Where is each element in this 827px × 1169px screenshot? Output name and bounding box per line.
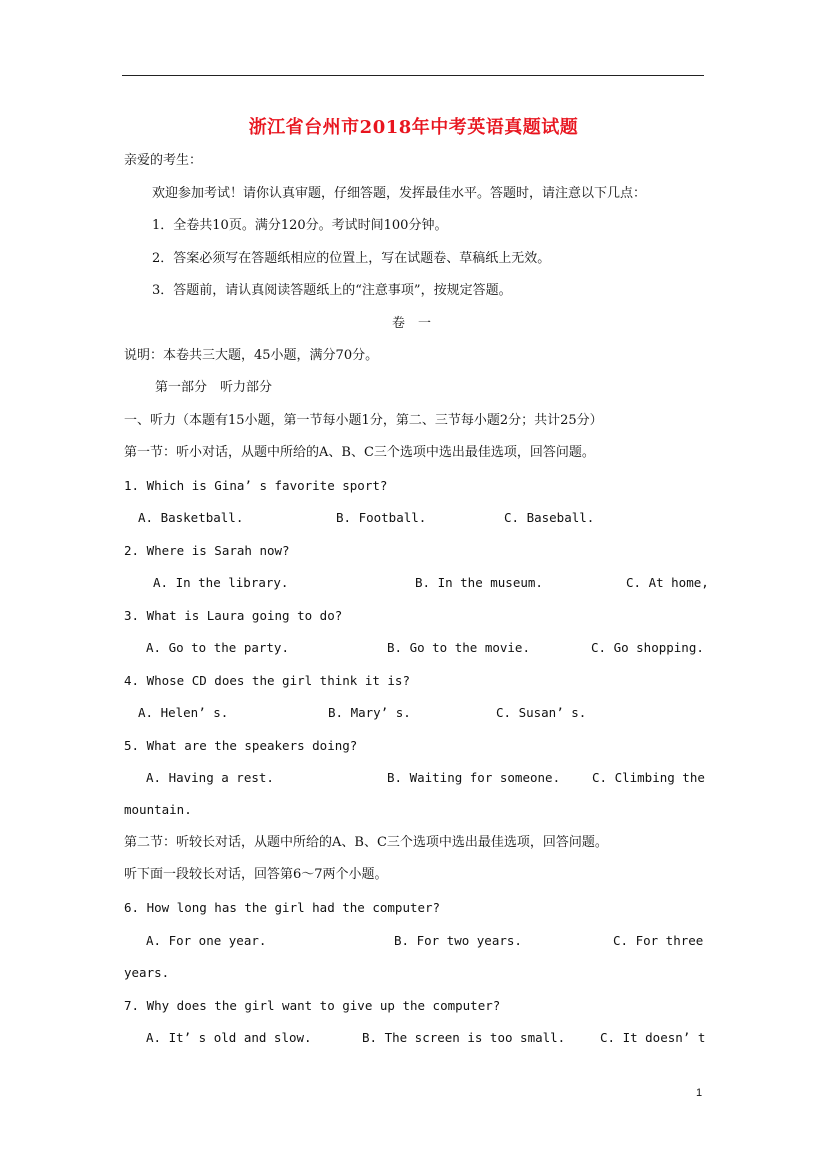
section-2-instruction: 第二节：听较长对话，从题中所给的A、B、C三个选项中选出最佳选项，回答问题。 (124, 835, 608, 850)
page-title: 浙江省台州市2018年中考英语真题试题 (248, 117, 579, 138)
listening-heading: 一、听力（本题有15小题，第一节每小题1分，第二、三节每小题2分；共计25分） (124, 413, 603, 428)
note-3: 3．答题前，请认真阅读答题纸上的“注意事项”，按规定答题。 (152, 283, 512, 298)
q7-option-b: B. The screen is too small. (362, 1030, 566, 1045)
q1-option-a: A. Basketball. (138, 510, 244, 525)
q3-option-a: A. Go to the party. (146, 640, 289, 655)
section-2-sub-instruction: 听下面一段较长对话，回答第6～7两个小题。 (124, 867, 388, 882)
volume-label: 卷 一 (392, 316, 432, 331)
q6-option-c: C. For three (613, 933, 704, 948)
q5-option-c-continued: mountain. (124, 802, 192, 817)
q5-option-c: C. Climbing the (592, 770, 705, 785)
question-3: 3. What is Laura going to do? (124, 608, 343, 623)
q6-option-a: A. For one year. (146, 933, 267, 948)
q5-option-b: B. Waiting for someone. (387, 770, 561, 785)
q2-option-b: B. In the museum. (415, 575, 543, 590)
question-1: 1. Which is Gina’ s favorite sport? (124, 478, 388, 493)
welcome-text: 欢迎参加考试！请你认真审题，仔细答题，发挥最佳水平。答题时，请注意以下几点： (152, 186, 647, 201)
q2-option-a: A. In the library. (153, 575, 289, 590)
q6-option-c-continued: years. (124, 965, 170, 980)
question-2: 2. Where is Sarah now? (124, 543, 290, 558)
q3-option-c: C. Go shopping. (591, 640, 704, 655)
q4-option-c: C. Susan’ s. (496, 705, 587, 720)
description: 说明：本卷共三大题，45小题，满分70分。 (124, 348, 379, 363)
note-1: 1．全卷共10页。满分120分。考试时间100分钟。 (152, 218, 448, 233)
section-1-instruction: 第一节：听小对话，从题中所给的A、B、C三个选项中选出最佳选项，回答问题。 (124, 445, 595, 460)
q7-option-c: C. It doesn’ t (600, 1030, 706, 1045)
page-number: 1 (696, 1087, 703, 1099)
note-2: 2．答案必须写在答题纸相应的位置上，写在试题卷、草稿纸上无效。 (152, 251, 551, 266)
question-7: 7. Why does the girl want to give up the computer? (124, 998, 501, 1013)
q3-option-b: B. Go to the movie. (387, 640, 530, 655)
q1-option-c: C. Baseball. (504, 510, 595, 525)
q1-option-b: B. Football. (336, 510, 427, 525)
q2-option-c: C. At home, (626, 575, 709, 590)
question-4: 4. Whose CD does the girl think it is? (124, 673, 410, 688)
header-rule (122, 75, 704, 76)
q4-option-b: B. Mary’ s. (328, 705, 411, 720)
q5-option-a: A. Having a rest. (146, 770, 274, 785)
question-5: 5. What are the speakers doing? (124, 738, 358, 753)
question-6: 6. How long has the girl had the computer? (124, 900, 441, 915)
q6-option-b: B. For two years. (394, 933, 522, 948)
part-1-label: 第一部分 听力部分 (155, 380, 273, 395)
q7-option-a: A. It’ s old and slow. (146, 1030, 312, 1045)
greeting: 亲爱的考生： (124, 153, 203, 168)
q4-option-a: A. Helen’ s. (138, 705, 229, 720)
